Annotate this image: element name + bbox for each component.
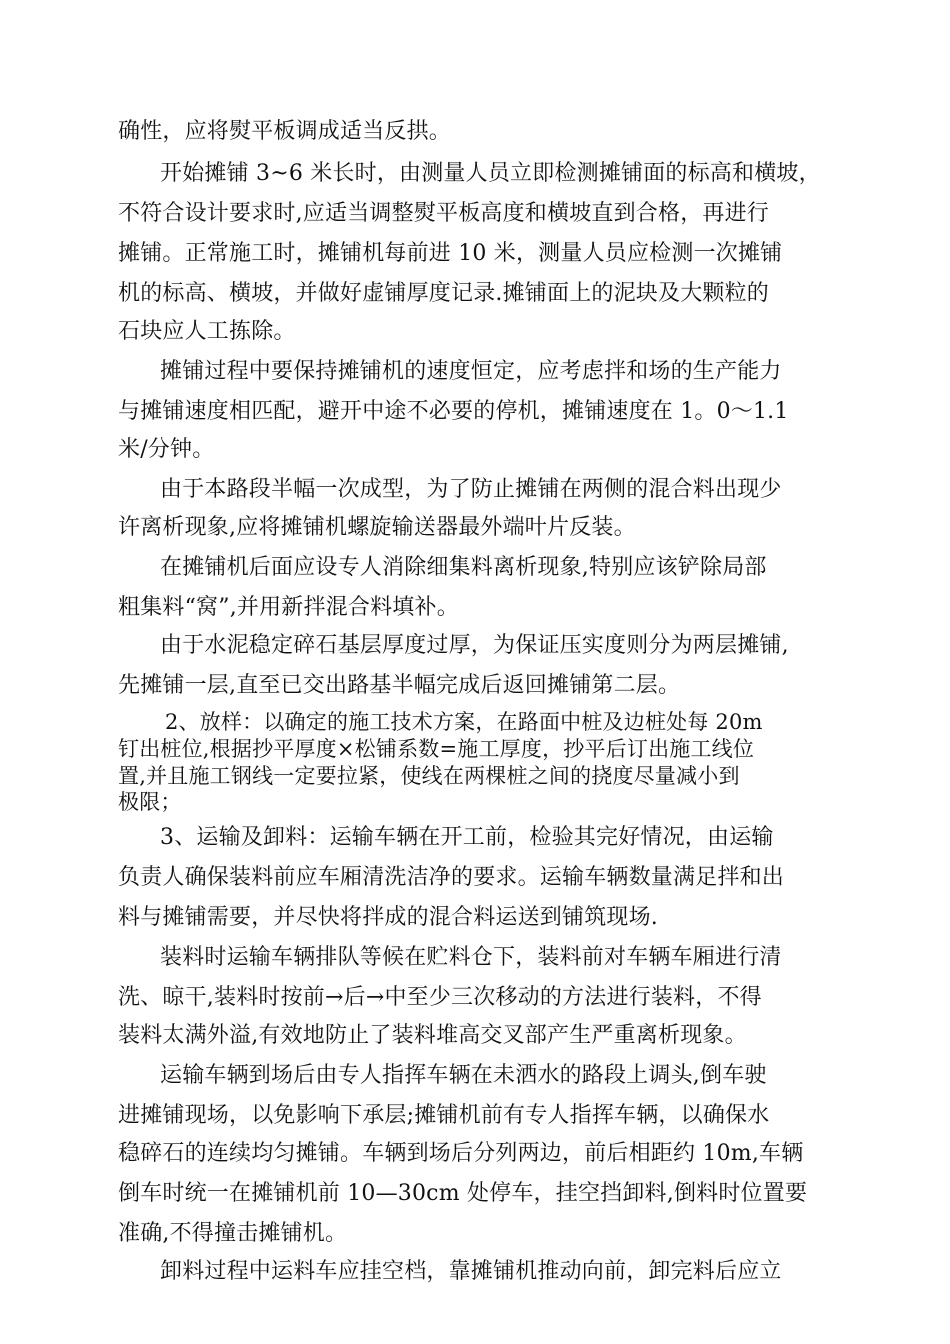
- text-line: 机的标高、横坡，并做好虚铺厚度记录.摊铺面上的泥块及大颗粒的: [118, 281, 769, 306]
- text-line: 米/分钟。: [118, 437, 215, 462]
- text-line: 洗、晾干,装料时按前→后→中至少三次移动的方法进行装料，不得: [118, 985, 762, 1010]
- text-line: 料与摊铺需要，并尽快将拌成的混合料运送到铺筑现场.: [118, 905, 658, 930]
- text-line: 由于水泥稳定碎石基层厚度过厚，为保证压实度则分为两层摊铺,: [160, 633, 789, 658]
- text-line: 装料太满外溢,有效地防止了装料堆高交叉部产生严重离析现象。: [118, 1023, 747, 1048]
- text-line: 装料时运输车辆排队等候在贮料仓下，装料前对车辆车厢进行清: [160, 945, 782, 970]
- text-line: 倒车时统一在摊铺机前 10—30cm 处停车，挂空挡卸料,倒料时位置要: [118, 1181, 808, 1206]
- text-line: 负责人确保装料前应车厢清洗洁净的要求。运输车辆数量满足拌和出: [118, 865, 785, 890]
- text-line: 粗集料“窝”,并用新拌混合料填补。: [118, 595, 459, 620]
- text-line: 由于本路段半幅一次成型，为了防止摊铺在两侧的混合料出现少: [160, 477, 782, 502]
- text-line: 石块应人工拣除。: [118, 319, 296, 344]
- text-line: 开始摊铺 3~6 米长时，由测量人员立即检测摊铺面的标高和横坡，: [160, 161, 821, 186]
- text-line: 运输车辆到场后由专人指挥车辆在未洒水的路段上调头,倒车驶: [160, 1063, 767, 1088]
- text-line: 许离析现象,应将摊铺机螺旋输送器最外端叶片反装。: [118, 515, 636, 540]
- text-line: 与摊铺速度相匹配，避开中途不必要的停机，摊铺速度在 1。0～1.1: [118, 399, 789, 424]
- text-line: 极限；: [118, 790, 182, 814]
- text-line: 置,并且施工钢线一定要拉紧，使线在两棵桩之间的挠度尽量减小到: [118, 764, 740, 788]
- text-line: 稳碎石的连续均匀摊铺。车辆到场后分列两边，前后相距约 10m,车辆: [118, 1141, 804, 1166]
- text-line: 摊铺。正常施工时，摊铺机每前进 10 米，测量人员应检测一次摊铺: [118, 241, 783, 266]
- text-line: 钉出桩位,根据抄平厚度×松铺系数=施工厚度，抄平后订出施工线位: [118, 737, 755, 761]
- text-line: 在摊铺机后面应设专人消除细集料离析现象,特别应该铲除局部: [160, 555, 767, 580]
- text-line: 确性，应将熨平板调成适当反拱。: [118, 119, 452, 144]
- text-line: 摊铺过程中要保持摊铺机的速度恒定，应考虑拌和场的生产能力: [160, 359, 782, 384]
- text-line: 不符合设计要求时,应适当调整熨平板高度和横坡直到合格，再进行: [118, 201, 769, 226]
- text-line: 3、运输及卸料：运输车辆在开工前，检验其完好情况，由运输: [160, 825, 774, 850]
- text-line: 进摊铺现场，以免影响下承层;摊铺机前有专人指挥车辆，以确保水: [118, 1103, 770, 1128]
- text-line: 准确,不得撞击摊铺机。: [118, 1221, 348, 1246]
- text-line: 先摊铺一层,直至已交出路基半幅完成后返回摊铺第二层。: [118, 673, 681, 698]
- text-line: 2、放样：以确定的施工技术方案，在路面中桩及边桩处每 20m: [165, 710, 763, 734]
- text-line: 卸料过程中运料车应挂空档，靠摊铺机推动向前，卸完料后应立: [160, 1259, 782, 1284]
